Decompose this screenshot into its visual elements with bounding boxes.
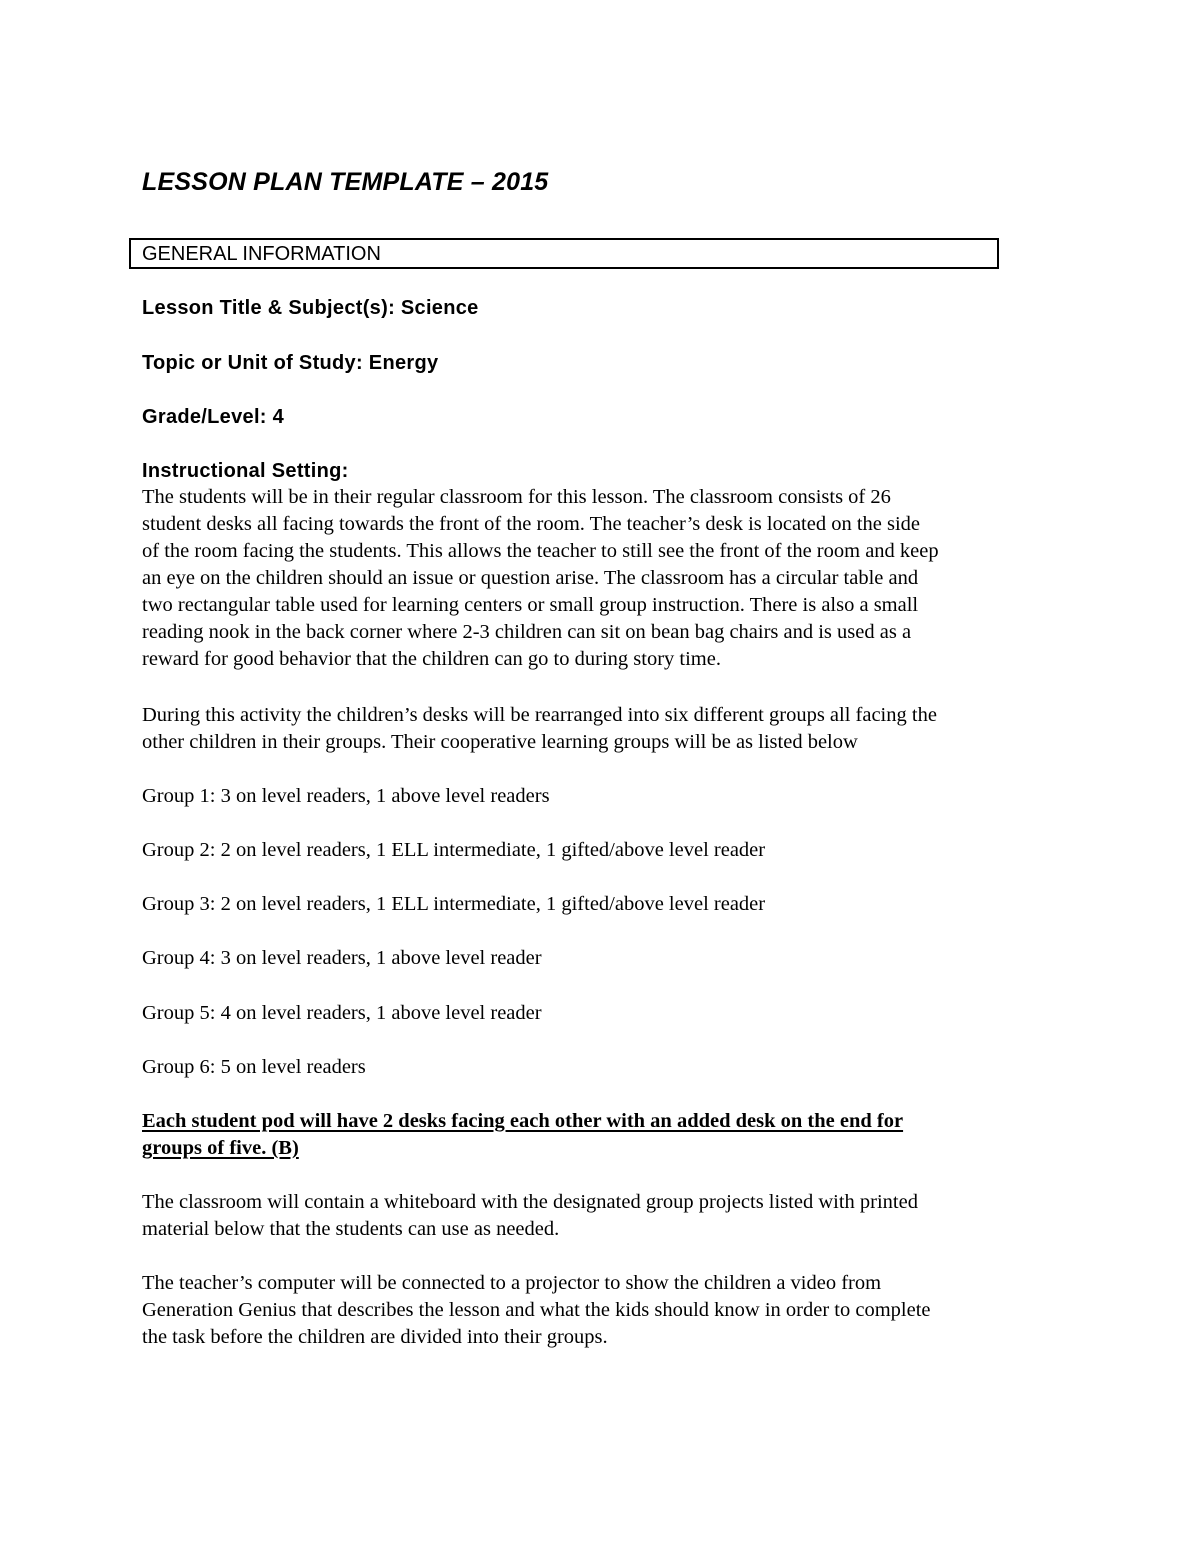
setting-paragraph-line: of the room facing the students. This allows the teacher to still see the front of the room and keep bbox=[142, 540, 939, 562]
activity-paragraph-line: other children in their groups. Their cooperative learning groups will be as listed below bbox=[142, 731, 858, 753]
setting-paragraph-line: an eye on the children should an issue or question arise. The classroom has a circular table and bbox=[142, 567, 919, 589]
setting-paragraph-line: student desks all facing towards the front of the room. The teacher’s desk is located on the side bbox=[142, 513, 921, 535]
section-header-box bbox=[129, 238, 999, 269]
group-item: Group 4: 3 on level readers, 1 above level reader bbox=[142, 947, 542, 969]
pod-note-line: Each student pod will have 2 desks facing each other with an added desk on the end for bbox=[142, 1110, 904, 1132]
lesson-title-field: Lesson Title & Subject(s): Science bbox=[142, 297, 479, 319]
whiteboard-paragraph-line: material below that the students can use as needed. bbox=[142, 1218, 560, 1240]
setting-paragraph-line: reward for good behavior that the children can go to during story time. bbox=[142, 648, 721, 670]
setting-paragraph-line: two rectangular table used for learning centers or small group instruction. There is also a small bbox=[142, 594, 919, 616]
setting-paragraph-line: reading nook in the back corner where 2-3 children can sit on bean bag chairs and is used as a bbox=[142, 621, 912, 643]
whiteboard-paragraph-line: The classroom will contain a whiteboard with the designated group projects listed with printed bbox=[142, 1191, 918, 1213]
instructional-setting-label: Instructional Setting: bbox=[142, 460, 349, 482]
group-item: Group 3: 2 on level readers, 1 ELL intermediate, 1 gifted/above level reader bbox=[142, 893, 766, 915]
topic-field: Topic or Unit of Study: Energy bbox=[142, 352, 439, 374]
projector-paragraph-line: Generation Genius that describes the lesson and what the kids should know in order to complete bbox=[142, 1299, 931, 1321]
projector-paragraph-line: the task before the children are divided into their groups. bbox=[142, 1326, 608, 1348]
grade-field: Grade/Level: 4 bbox=[142, 406, 285, 428]
setting-paragraph-line: The students will be in their regular classroom for this lesson. The classroom consists of 26 bbox=[142, 486, 891, 508]
section-header-label: GENERAL INFORMATION bbox=[142, 243, 381, 265]
document-title: LESSON PLAN TEMPLATE – 2015 bbox=[142, 168, 549, 196]
group-item: Group 5: 4 on level readers, 1 above level reader bbox=[142, 1002, 542, 1024]
activity-paragraph-line: During this activity the children’s desks will be rearranged into six different groups all facing the bbox=[142, 704, 937, 726]
group-item: Group 2: 2 on level readers, 1 ELL intermediate, 1 gifted/above level reader bbox=[142, 839, 766, 861]
projector-paragraph-line: The teacher’s computer will be connected to a projector to show the children a video from bbox=[142, 1272, 882, 1294]
group-item: Group 6: 5 on level readers bbox=[142, 1056, 366, 1078]
group-item: Group 1: 3 on level readers, 1 above level readers bbox=[142, 785, 550, 807]
pod-note-line: groups of five. (B) bbox=[142, 1137, 299, 1159]
